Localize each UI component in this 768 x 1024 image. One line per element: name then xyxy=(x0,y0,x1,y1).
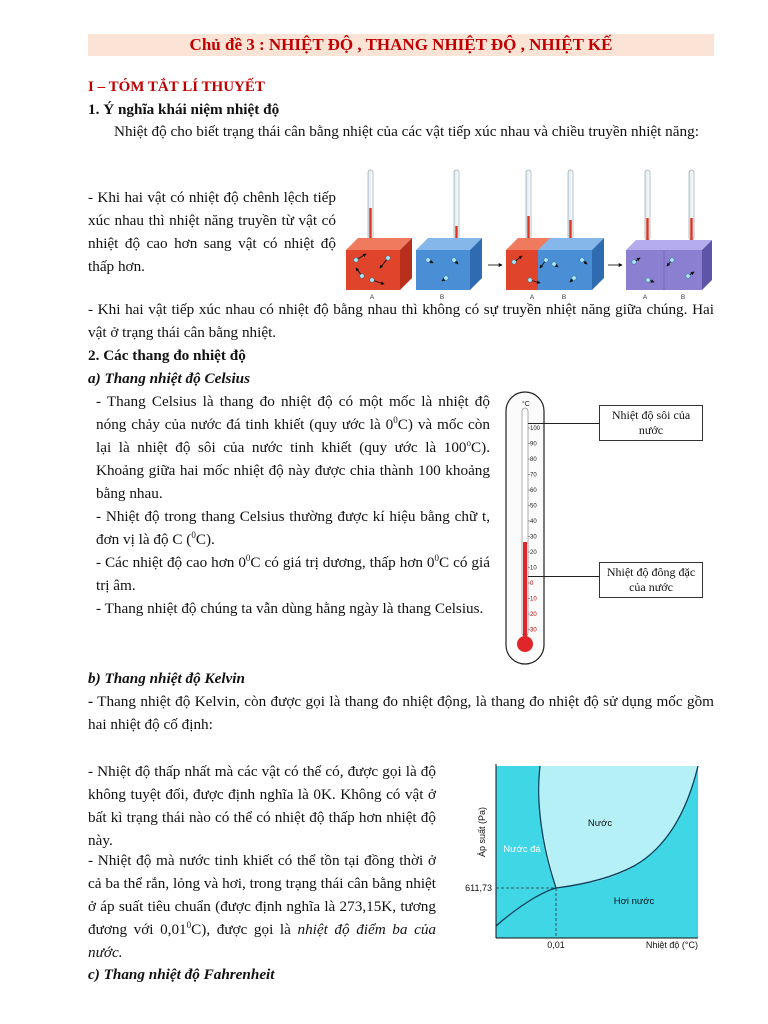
water-phase-diagram xyxy=(452,760,714,956)
thermometer-tick-label: 60 xyxy=(530,488,537,494)
phase-xtick: 0,01 xyxy=(547,940,565,950)
thermometer-tick-label: 70 xyxy=(530,472,537,479)
kelvin-triple-point: - Nhiệt độ mà nước tinh khiết có thể tồn tại đồng thời ở cả ba thể rắn, lỏng và hơi, trong trạng thái cân bằng nhiệt ở áp suất tiêu chuẩn (được định nghĩa là 273,15K, tương đương với 0,01$^0$C), được gọi là nhiệt độ điểm ba của nước. xyxy=(88,852,437,961)
block-pair-2 xyxy=(506,170,604,290)
thermometer-tick-label: 100 xyxy=(530,426,541,432)
region-label-ice: Nước đá xyxy=(503,844,541,855)
kelvin-heading: b) Thang nhiệt độ Kelvin xyxy=(88,670,245,687)
figure-label: B xyxy=(680,294,686,300)
figure-label: B xyxy=(439,294,445,300)
subsection-heading-1: 1. Ý nghĩa khái niệm nhiệt độ xyxy=(88,101,280,118)
subsection-heading-2: 2. Các thang đo nhiệt độ xyxy=(88,347,246,364)
thermometer-tick-label: 20 xyxy=(530,612,537,618)
thermometer-tick-label: 10 xyxy=(530,596,537,603)
thermometer-tick-label: 30 xyxy=(530,534,537,541)
thermometer-tick-label: 0 xyxy=(530,581,534,587)
celsius-heading: a) Thang nhiệt độ Celsius xyxy=(88,370,251,387)
phase-ylabel: Áp suất (Pa) xyxy=(477,806,487,858)
thermometer-tick-label: 10 xyxy=(530,565,537,572)
thermometer-tick-label: 50 xyxy=(530,503,537,510)
thermometer-tick-label: 80 xyxy=(530,457,537,463)
celsius-definition: - Thang Celsius là thang đo nhiệt độ có một mốc là nhiệt độ nóng chảy của nước đá tinh khiết (quy ước là $0^0C$) và mốc còn lại là nhiệt độ sôi của nước tinh khiết (quy ước là 100$^o$C). Khoảng giữa hai mốc nhiệt độ này được chia thành 100 khoảng bằng nhau. xyxy=(96,393,490,502)
heat-transfer-figure xyxy=(342,168,714,300)
thermometer-tick-label: 30 xyxy=(530,627,537,634)
region-label-vapor: Hơi nước xyxy=(613,896,655,907)
phase-xlabel: Nhiệt độ (°C) xyxy=(645,940,698,950)
celsius-symbol: - Nhiệt độ trong thang Celsius thường được kí hiệu bằng chữ t, đơn vị là độ C ($^0$C). xyxy=(96,508,490,548)
figure-label: A xyxy=(369,294,375,300)
thermometer-tick-label: 20 xyxy=(530,550,537,556)
page-title: Chủ đề 3 : NHIỆT ĐỘ , THANG NHIỆT ĐỘ , NHIỆT KẾ xyxy=(88,34,714,56)
celsius-thermometer xyxy=(500,390,550,666)
figure-label: B xyxy=(561,294,567,300)
paragraph-temperature-meaning: Nhiệt độ cho biết trạng thái cân bằng nhiệt của các vật tiếp xúc nhau và chiều truyền nhiệt năng: xyxy=(114,123,699,140)
block-pair-3 xyxy=(626,170,712,290)
callout-freezing-point: Nhiệt độ đông đặc của nước xyxy=(599,562,703,598)
region-label-water: Nước xyxy=(587,818,613,829)
celsius-sign: - Các nhiệt độ cao hơn $0^0C$ có giá trị dương, thấp hơn $0^0C$ có giá trị âm. xyxy=(96,552,490,594)
thermometer-tick-label: 90 xyxy=(530,441,537,448)
thermometer-unit: °C xyxy=(522,401,530,408)
celsius-daily-use: - Thang nhiệt độ chúng ta vẫn dùng hằng ngày là thang Celsius. xyxy=(96,600,484,617)
kelvin-intro: - Thang nhiệt độ Kelvin, còn được gọi là thang đo nhiệt động, là thang đo nhiệt độ sử dụng mốc gồm hai nhiệt độ cố định: xyxy=(88,693,714,733)
block-pair-1 xyxy=(346,170,482,290)
leader-line-boiling xyxy=(528,423,599,424)
thermometer-tick-label: 40 xyxy=(530,519,537,525)
phase-ytick: 611,73 xyxy=(465,883,492,893)
callout-boiling-point: Nhiệt độ sôi của nước xyxy=(599,405,703,441)
paragraph-thermal-equilibrium: - Khi hai vật tiếp xúc nhau có nhiệt độ bằng nhau thì không có sự truyền nhiệt năng giữa chúng. Hai vật ở trạng thái cân bằng nhiệt. xyxy=(88,301,714,341)
kelvin-absolute-zero: - Nhiệt độ thấp nhất mà các vật có thể có, được gọi là độ không tuyệt đối, được định nghĩa là 0K. Không có vật ở bất kì trạng thái nào có thể có nhiệt độ thấp hơn nhiệt độ này. xyxy=(88,763,436,849)
figure-label: A xyxy=(529,294,535,300)
paragraph-heat-transfer: - Khi hai vật có nhiệt độ chênh lệch tiếp xúc nhau thì nhiệt năng truyền từ vật có nhiệt độ cao hơn sang vật có nhiệt độ thấp hơn. xyxy=(88,189,336,275)
section-heading: I – TÓM TẮT LÍ THUYẾT xyxy=(88,79,265,95)
leader-line-freezing xyxy=(528,576,599,577)
figure-label: A xyxy=(642,294,648,300)
fahrenheit-heading: c) Thang nhiệt độ Fahrenheit xyxy=(88,966,275,983)
